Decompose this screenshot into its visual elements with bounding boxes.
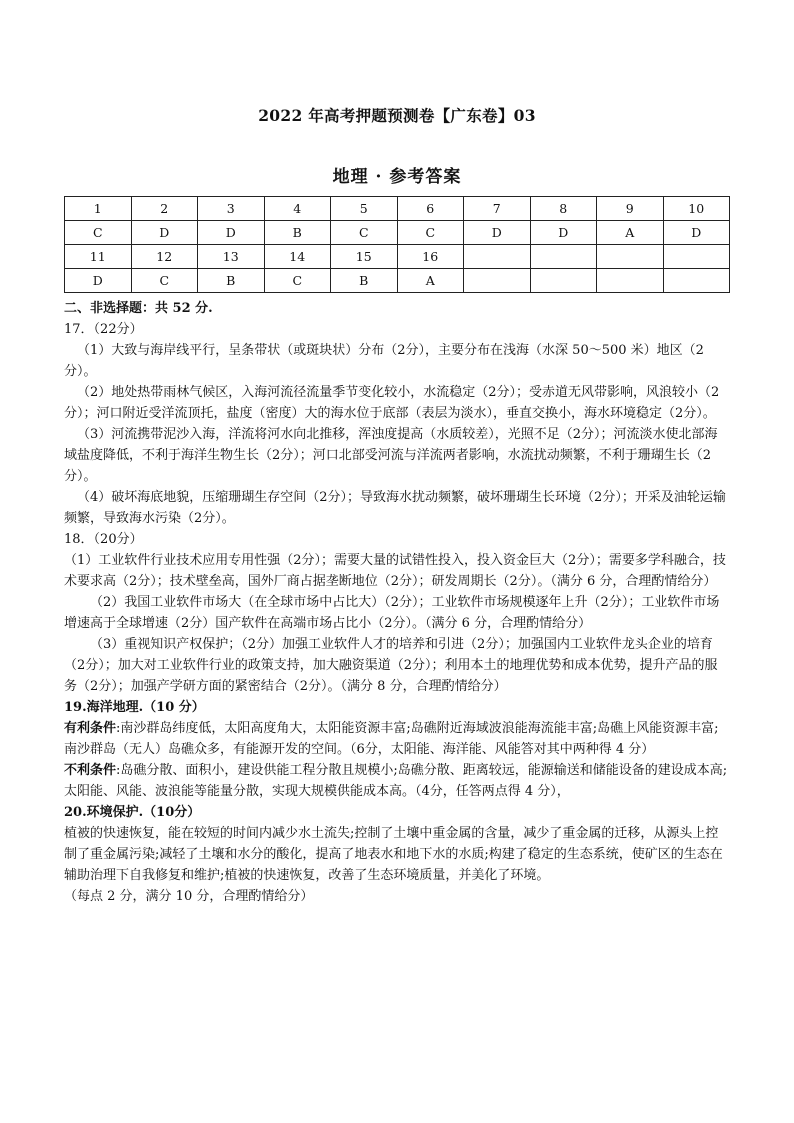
answer-table-row (65, 197, 730, 221)
q18-part2: （2）我国工业软件市场大（在全球市场中占比大）（2分）；工业软件市场规模逐年上升（2分）；工业软件市场增速高于全球增速（2分）国产软件在高端市场占比小（2分）。（满分 6 分，合理酌情给分） (64, 595, 720, 631)
answer-table (64, 196, 730, 293)
q19-heading: 19.海洋地理.（10 分） (64, 700, 205, 715)
answer-table-cell: D (663, 221, 730, 245)
q19-favorable-label: 有利条件 (64, 721, 117, 736)
answer-table-cell (530, 245, 597, 269)
answer-table-cell: C (264, 269, 331, 293)
answer-table-cell: A (397, 269, 464, 293)
answer-table-cell: D (65, 269, 132, 293)
answer-table-cell: B (198, 269, 265, 293)
answer-table-cell: 6 (397, 197, 464, 221)
q18-heading: 18．（20分） (64, 532, 143, 547)
answer-table-cell: C (131, 269, 198, 293)
answer-table-cell: C (65, 221, 132, 245)
section-heading: 二、非选择题：共 52 分. (64, 301, 213, 316)
answer-table-cell (464, 245, 531, 269)
answer-table-cell: D (131, 221, 198, 245)
answer-table-cell: 4 (264, 197, 331, 221)
page-subtitle: 地理 · 参考答案 (332, 167, 462, 187)
q17-heading: 17．（22分） (64, 322, 143, 337)
answer-table-cell (464, 269, 531, 293)
answer-table-cell: 8 (530, 197, 597, 221)
answer-table-cell: 11 (65, 245, 132, 269)
answer-table-cell: 16 (397, 245, 464, 269)
answer-table-cell: 5 (331, 197, 398, 221)
q20-heading: 20.环境保护.（10分） (64, 805, 201, 820)
q18-part3: （3）重视知识产权保护；（2分）加强工业软件人才的培养和引进（2分）；加强国内工业软件龙头企业的培育（2分）；加大对工业软件行业的政策支持，加大融资渠道（2分）；利用本土的地理优势和成本优势，提升产品的服务（2分）；加强产学研方面的紧密结合（2分）。（满分 8 分，合理酌情给分） (64, 637, 718, 694)
answer-table-cell: B (331, 269, 398, 293)
answer-table-cell: B (264, 221, 331, 245)
answer-table-cell: 12 (131, 245, 198, 269)
page-title: 2022 年高考押题预测卷【广东卷】03 (258, 106, 536, 125)
answer-table-cell: D (530, 221, 597, 245)
q20-body: 植被的快速恢复，能在较短的时间内减少水土流失;控制了土壤中重金属的含量，减少了重金属的迁移，从源头上控制了重金属污染;减轻了土壤和水分的酸化，提高了地表水和地下水的水质;构建了稳定的生态系统，使矿区的生态在辅助治理下自我修复和维护;植被的快速恢复，改善了生态环境质量，并美化了环境。 (64, 826, 723, 883)
answer-table-cell: 13 (198, 245, 265, 269)
answer-table-cell: 10 (663, 197, 730, 221)
answer-table-cell: A (597, 221, 664, 245)
answer-table-cell: 1 (65, 197, 132, 221)
answer-table-cell: 14 (264, 245, 331, 269)
answer-table-cell: 7 (464, 197, 531, 221)
answer-table-cell (597, 269, 664, 293)
q17-part3: （3）河流携带泥沙入海，洋流将河水向北推移，浑浊度提高（水质较差），光照不足（2分）；河流淡水使北部海域盐度降低，不利于海洋生物生长（2分）；河口北部受河流与洋流两者影响，水流扰动频繁，不利于珊瑚生长（2分）。 (64, 427, 718, 484)
answer-table-cell: D (198, 221, 265, 245)
answer-table-cell (530, 269, 597, 293)
q20-note: （每点 2 分，满分 10 分，合理酌情给分） (64, 889, 314, 904)
answer-table-cell: 9 (597, 197, 664, 221)
q19-unfavorable (64, 760, 730, 802)
q19-unfavorable-text: :岛礁分散、面积小，建设供能工程分散且规模小;岛礁分散、距离较远，能源输送和储能设备的建设成本高;太阳能、风能、波浪能等能量分散，实现大规模供能成本高。（4分，任答两点得 4 分）， (64, 763, 728, 799)
q17-part4: （4）破坏海底地貌，压缩珊瑚生存空间（2分）；导致海水扰动频繁，破坏珊瑚生长环境（2分）；开采及油轮运输频繁，导致海水污染（2分）。 (64, 490, 726, 526)
answer-table-cell (663, 269, 730, 293)
answer-table-cell: C (397, 221, 464, 245)
q17-part1: （1）大致与海岸线平行，呈条带状（或斑块状）分布（2分），主要分布在浅海（水深 50～500 米）地区（2分）。 (64, 343, 704, 379)
q19-unfavorable-label: 不利条件 (64, 763, 117, 778)
answer-table-row (65, 269, 730, 293)
answer-table-row (65, 245, 730, 269)
q19-favorable-text: :南沙群岛纬度低，太阳高度角大，太阳能资源丰富;岛礁附近海域波浪能海流能丰富;岛礁上风能资源丰富;南沙群岛（无人）岛礁众多，有能源开发的空间。（6分，太阳能、海洋能、风能答对其中两种得 4 分） (64, 721, 719, 757)
q17-part2: （2）地处热带雨林气候区，入海河流径流量季节变化较小，水流稳定（2分）；受赤道无风带影响，风浪较小（2分）；河口附近受洋流顶托，盐度（密度）大的海水位于底部（表层为淡水），垂直交换小，海水环境稳定（2分）。 (64, 385, 720, 421)
answer-content (64, 298, 730, 907)
q19-favorable (64, 718, 730, 760)
q18-part1: （1）工业软件行业技术应用专用性强（2分）；需要大量的试错性投入，投入资金巨大（2分）；需要多学科融合，技术要求高（2分）；技术壁垒高，国外厂商占据垄断地位（2分）；研发周期长（2分）。（满分 6 分，合理酌情给分） (64, 553, 726, 589)
answer-table-cell: 2 (131, 197, 198, 221)
answer-table-cell (597, 245, 664, 269)
answer-table-cell: 15 (331, 245, 398, 269)
answer-table-cell: C (331, 221, 398, 245)
answer-table-cell: 3 (198, 197, 265, 221)
answer-table-cell: D (464, 221, 531, 245)
answer-table-cell (663, 245, 730, 269)
answer-table-row (65, 221, 730, 245)
